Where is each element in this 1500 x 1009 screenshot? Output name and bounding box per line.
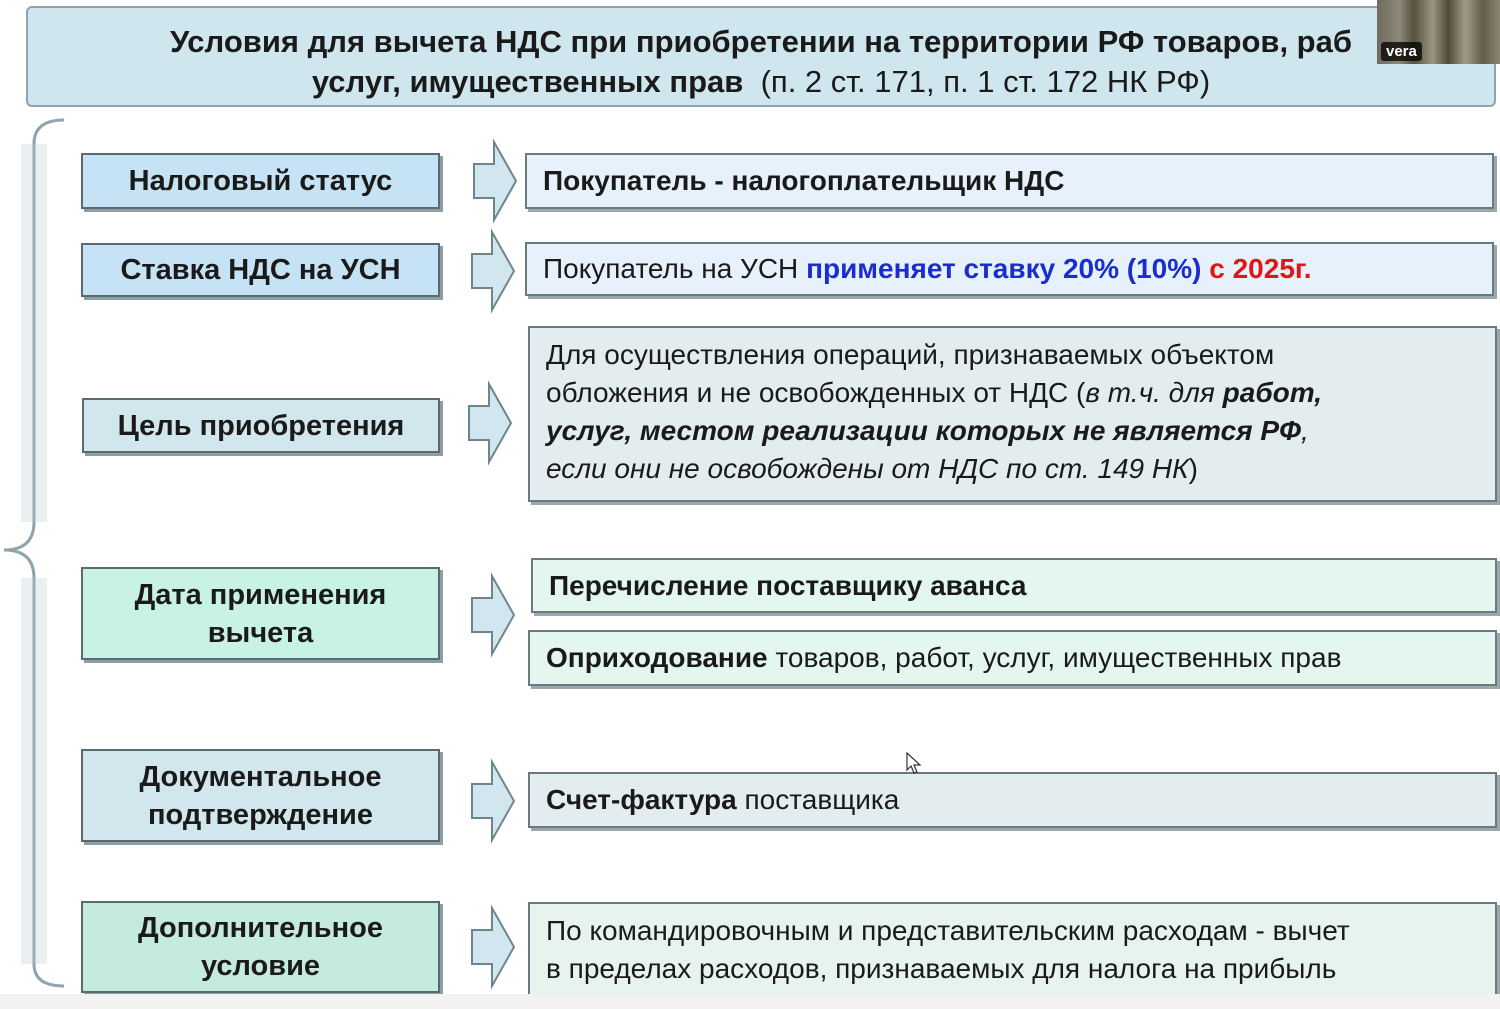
additional-line-1: По командировочным и представительским расходам - вычет <box>546 915 1350 946</box>
category-deduction-date-line-2: вычета <box>207 616 314 649</box>
purpose-value <box>528 326 1497 502</box>
webcam-name-label: vera <box>1381 42 1422 61</box>
usn-rate-value <box>525 242 1494 296</box>
documents-value <box>528 772 1497 828</box>
title-reference: (п. 2 ст. 171, п. 1 ст. 172 НК РФ) <box>760 64 1211 99</box>
documents-value-rest: поставщика <box>736 784 900 815</box>
additional-value <box>528 902 1497 998</box>
purpose-line-4-italic: если они не освобождены от НДС по ст. 149 НК <box>546 453 1189 484</box>
arrow-right-icon <box>468 572 518 658</box>
additional-line-2: в пределах расходов, признаваемых для налога на прибыль <box>546 953 1337 984</box>
category-deduction-date <box>81 567 440 660</box>
deduction-date-option-2-rest: товаров, работ, услуг, имущественных прав <box>767 642 1342 673</box>
category-documents-line-2: подтверждение <box>148 798 373 831</box>
category-additional <box>81 901 440 993</box>
usn-rate-year: с 2025г. <box>1209 253 1312 284</box>
title-banner <box>26 6 1496 107</box>
purpose-line-3 <box>546 412 1485 450</box>
category-additional-line-2: условие <box>200 950 321 982</box>
deduction-date-option-1-text: Перечисление поставщику аванса <box>549 569 1027 601</box>
purpose-line-2 <box>546 374 1485 412</box>
usn-rate-prefix: Покупатель на УСН <box>543 253 807 284</box>
arrow-right-icon <box>468 758 518 844</box>
category-deduction-date-line-1: Дата применения <box>134 578 387 611</box>
category-purpose-label: Цель приобретения <box>117 409 405 442</box>
title-line-2-bold: услуг, имущественных прав <box>311 64 744 99</box>
category-tax-status-label: Налоговый статус <box>128 165 393 197</box>
arrow-right-icon <box>468 904 518 990</box>
tax-status-value <box>525 153 1494 209</box>
category-purpose <box>82 398 440 453</box>
purpose-line-3-comma: , <box>1300 415 1309 446</box>
category-documents-line-1: Документальное <box>139 760 382 793</box>
deduction-date-option-receipt <box>528 630 1497 686</box>
purpose-line-2-prefix: обложения и не освобожденных от НДС ( <box>546 377 1086 408</box>
deduction-date-option-2-bold: Оприходование <box>546 642 768 673</box>
purpose-line-2-italic: в т.ч. для <box>1085 377 1223 408</box>
title-line-1: Условия для вычета НДС при приобретении на территории РФ товаров, раб <box>169 24 1353 59</box>
purpose-line-2-bold: работ, <box>1222 377 1323 408</box>
usn-rate-highlight: применяет ставку 20% (10%) <box>806 253 1210 284</box>
arrow-right-icon <box>468 228 518 314</box>
tax-status-value-text: Покупатель - налогоплательщик НДС <box>543 165 1065 196</box>
arrow-right-icon <box>470 138 520 224</box>
title-line-2 <box>28 62 1494 102</box>
category-usn-rate-label: Ставка НДС на УСН <box>120 254 401 286</box>
purpose-line-4-close: ) <box>1188 453 1198 484</box>
purpose-line-4 <box>546 450 1485 488</box>
documents-value-bold: Счет-фактура <box>546 784 737 815</box>
category-documents <box>81 749 440 842</box>
deduction-date-option-advance <box>531 558 1497 613</box>
category-tax-status <box>81 153 440 209</box>
webcam-thumbnail[interactable] <box>1377 0 1500 64</box>
bottom-bar <box>0 994 1500 1009</box>
purpose-line-3-bold: услуг, местом реализации которых не является РФ <box>546 415 1301 446</box>
category-additional-line-1: Дополнительное <box>138 912 383 944</box>
purpose-line-1: Для осуществления операций, признаваемых объектом <box>546 339 1275 370</box>
category-usn-rate <box>81 243 440 297</box>
left-brace <box>0 118 70 990</box>
mouse-cursor-icon <box>906 752 922 776</box>
arrow-right-icon <box>465 380 515 466</box>
